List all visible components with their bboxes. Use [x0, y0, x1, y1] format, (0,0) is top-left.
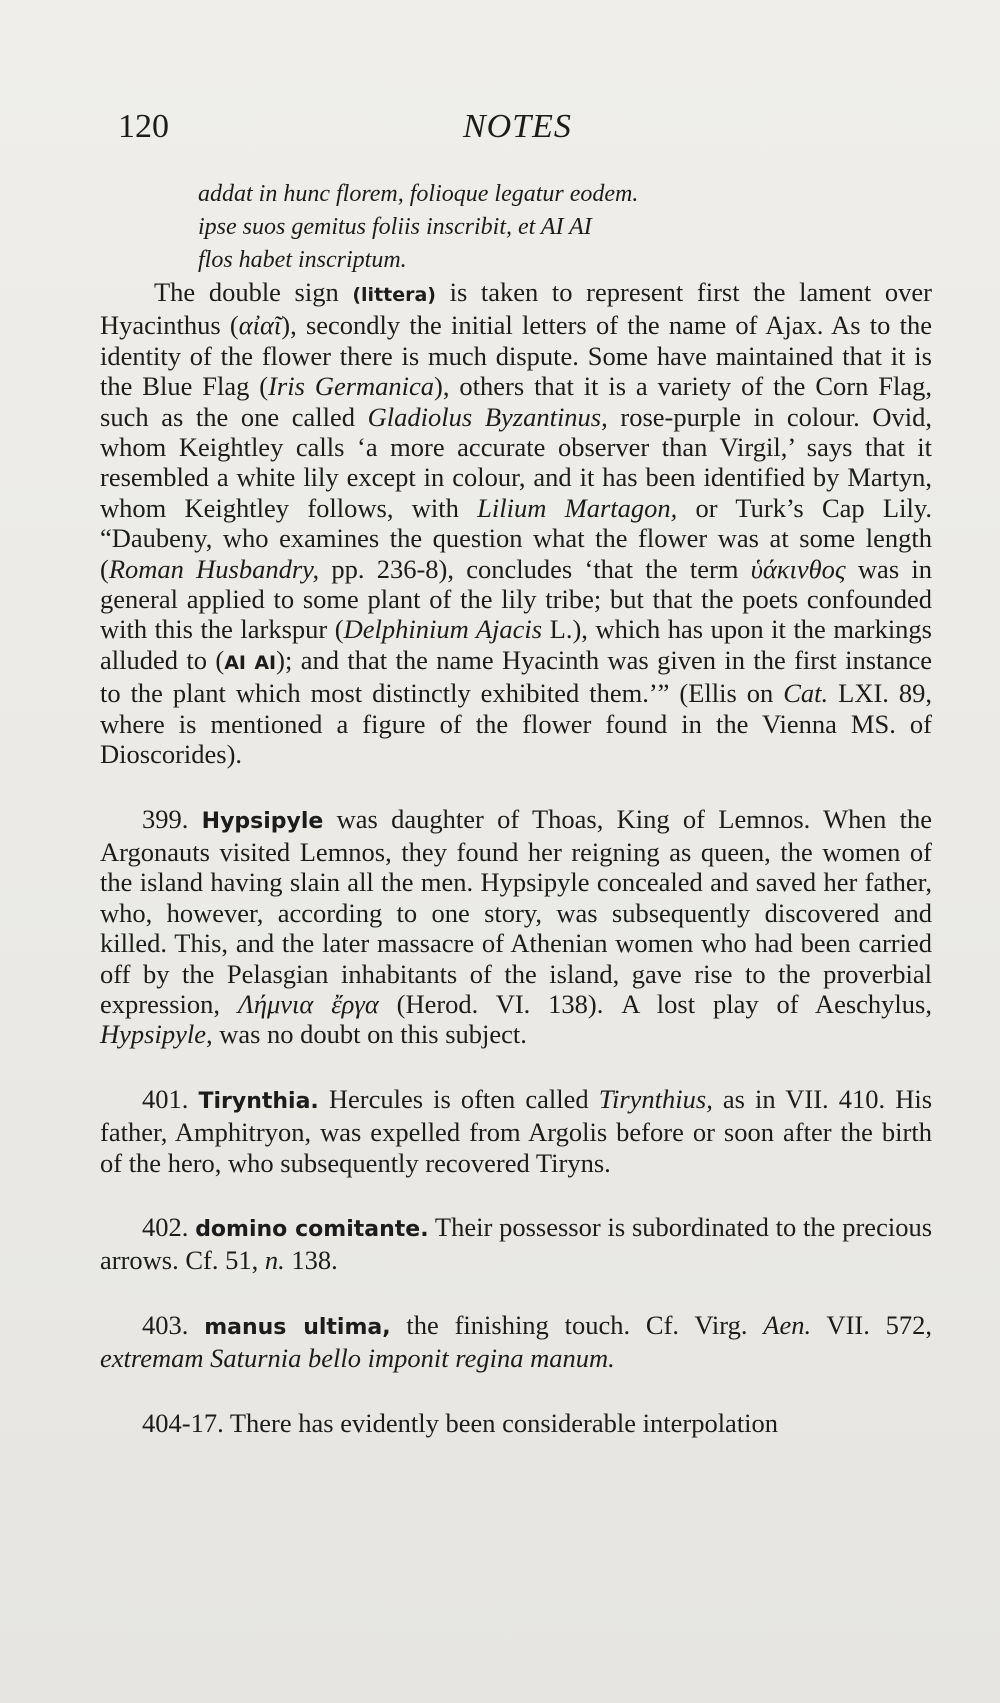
greek-phrase: Λήμνια ἔργα [237, 988, 379, 1019]
latin-name: Iris Germanica [268, 371, 435, 402]
page-body [100, 277, 932, 1438]
latin-name: Gladiolus Byzantinus, [367, 401, 608, 432]
text: (Herod. VI. 138). A lost play of Aeschylus, [378, 988, 932, 1019]
greek-word: αἰαῖ [238, 310, 282, 341]
text: VII. 572, [811, 1309, 933, 1340]
text: The double sign [154, 277, 353, 307]
text: was no doubt on this subject. [212, 1019, 527, 1050]
text: LXI. 89, where is mentioned a figure of the flower found in the Vienna MS. of Dioscorides). [100, 678, 932, 770]
text: ); and that the name Hyacinth was given in the first instance to the plant which most distinctly exhibited them.’” (Ellis on [100, 644, 932, 709]
note-number: 399. [142, 803, 189, 834]
text: or Turk’s Cap Lily. “Daubeny, who examines the question what the flower was at some length ( [100, 492, 932, 584]
ai-ai-marking: AI AI [224, 651, 277, 674]
verse-line: addat in hunc florem, folioque legatur eodem. [198, 181, 639, 207]
note-number: 403. [142, 1309, 189, 1340]
verse-line: flos habet inscriptum. [198, 247, 407, 273]
note-number: 402. [142, 1211, 189, 1242]
note-403 [100, 1310, 932, 1374]
latin-name: Delphinium Ajacis [343, 614, 543, 645]
text: pp. 236-8), concludes ‘that the term [319, 553, 751, 584]
text: the finishing touch. Cf. Virg. [390, 1309, 764, 1340]
page-header [0, 108, 1000, 158]
latin-name: Lilium Martagon, [477, 492, 678, 523]
verse-line: ipse suos gemitus foliis inscribit, et AI AI [198, 214, 592, 240]
text: Hercules is often called [318, 1083, 599, 1114]
text: was in general applied to some plant of the lily tribe; but that the poets confounded with this the larkspur ( [100, 553, 933, 645]
note-lemma: manus ultima, [204, 1314, 391, 1340]
abbreviation: Aen. [763, 1309, 812, 1340]
verse-quotation [198, 178, 938, 277]
latin-word: Tirynthius, [598, 1083, 713, 1114]
text: There has evidently been considerable interpolation [223, 1407, 779, 1438]
abbreviation: Cat. [783, 678, 829, 709]
note-399 [100, 804, 932, 1050]
greek-word: ὑάκινθος [750, 553, 846, 584]
running-head: NOTES [463, 108, 572, 145]
page-number: 120 [118, 108, 169, 145]
note-lemma: Tirynthia. [198, 1088, 319, 1114]
play-title: Hypsipyle, [100, 1019, 213, 1050]
double-sign-term: (littera) [352, 284, 436, 306]
text: rose-purple in colour. Ovid, whom Keightley calls ‘a more accurate observer than Virgil,’ says that it resembled a white lily except in colour, and it has been identified by Martyn, whom Keightley follows, with [100, 401, 933, 523]
note-401 [100, 1084, 932, 1178]
text: ), others that it is a variety of the Corn Flag, such as the one called [100, 371, 932, 432]
note-lemma: domino comitante. [195, 1216, 429, 1242]
note-number: 401. [142, 1083, 189, 1114]
text: is taken to represent first the lament over Hyacinthus ( [100, 277, 932, 341]
note-number: 404-17. [142, 1407, 224, 1438]
text: Their possessor is subordinated to the precious arrows. Cf. 51, [100, 1211, 933, 1276]
latin-quotation: extremam Saturnia bello imponit regina manum. [100, 1343, 615, 1374]
text: 138. [284, 1245, 338, 1276]
note-lemma: Hypsipyle [201, 808, 324, 834]
abbreviation: n. [264, 1245, 285, 1276]
book-title: Roman Husbandry, [108, 553, 320, 584]
text: ), secondly the initial letters of the name of Ajax. As to the identity of the flower there is much dispute. Some have maintained that it is the Blue Flag ( [100, 310, 932, 402]
note-402 [100, 1212, 932, 1276]
note-404-17 [100, 1408, 932, 1438]
text: L.), which has upon it the markings alluded to ( [100, 614, 932, 675]
text: as in VII. 410. His father, Amphitryon, was expelled from Argolis before or soon after the birth of the hero, who subsequently recovered Tiryns. [100, 1083, 933, 1178]
text: was daughter of Thoas, King of Lemnos. When the Argonauts visited Lemnos, they found her reigning as queen, the women of the island having slain all the men. Hypsipyle concealed and saved her father, who, however, according to one story, was subsequently discovered and killed. This, and the later massacre of Athenian women who had been carried off by the Pelasgian inhabitants of the island, gave rise to the proverbial expression, [100, 803, 932, 1019]
paragraph-flower-identity [100, 277, 932, 770]
